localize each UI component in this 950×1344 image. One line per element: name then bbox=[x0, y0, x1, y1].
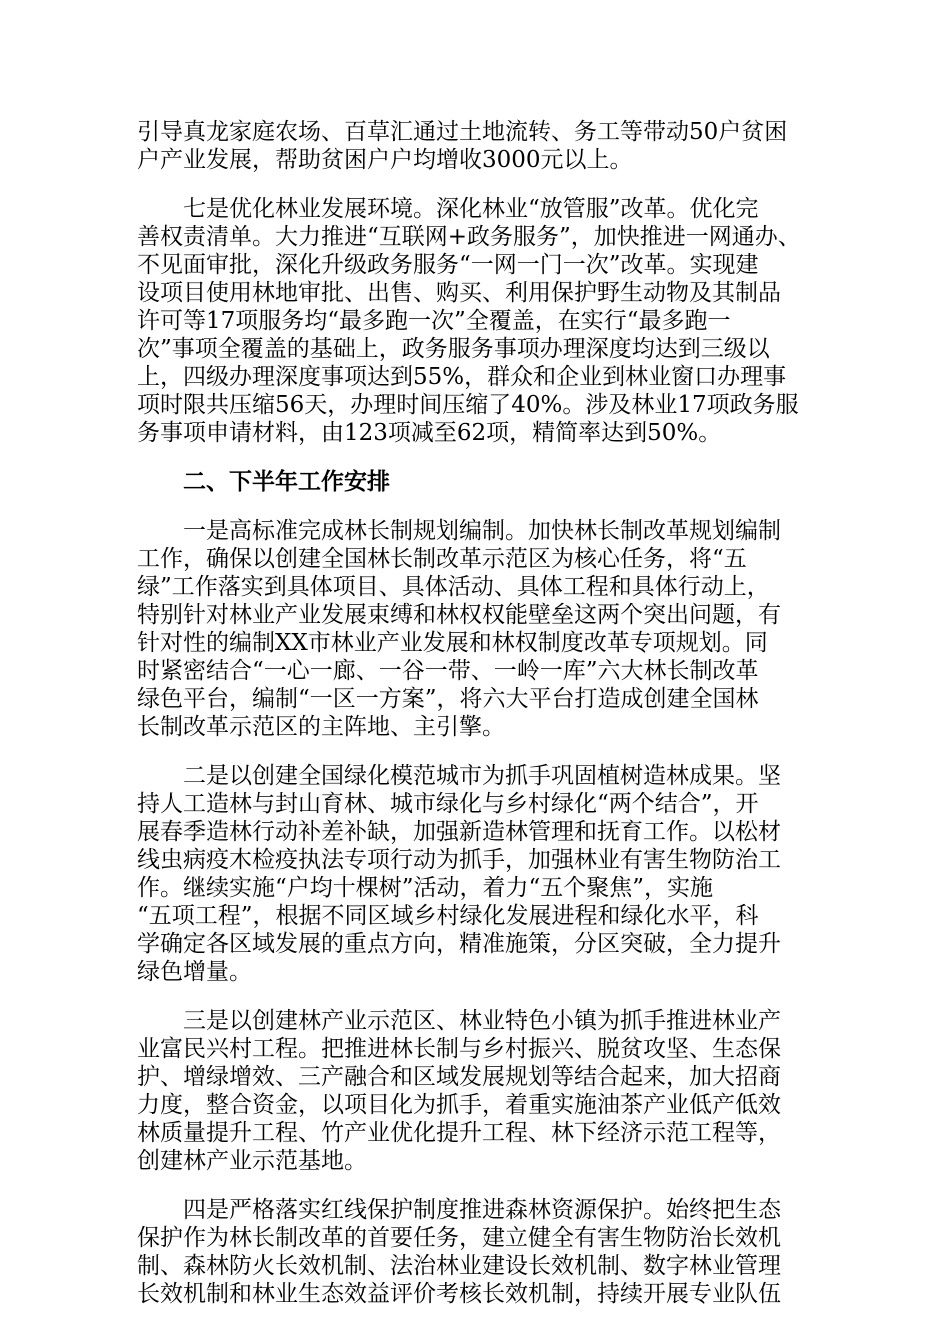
text-line: 务事项申请材料，由123项减至62项，精简率达到50%。 bbox=[137, 420, 722, 446]
text-line: 保护作为林长制改革的首要任务，建立健全有害生物防治长效机 bbox=[137, 1225, 781, 1251]
text-line: 展春季造林行动补差补缺，加强新造林管理和抚育工作。以松材 bbox=[137, 819, 781, 845]
paragraph-three bbox=[137, 1007, 823, 1175]
text-line: 次”事项全覆盖的基础上，政务服务事项办理深度均达到三级以 bbox=[137, 336, 770, 362]
text-line: 针对性的编制XX市林业产业发展和林权制度改革专项规划。同 bbox=[137, 630, 768, 656]
text-line: 特别针对林业产业发展束缚和林权权能壁垒这两个突出问题，有 bbox=[137, 602, 781, 628]
text-line: 持人工造林与封山育林、城市绿化与乡村绿化“两个结合”，开 bbox=[137, 791, 759, 817]
document-body bbox=[137, 118, 823, 1329]
text-line: 七是优化林业发展环境。深化林业“放管服”改革。优化完 bbox=[183, 196, 759, 222]
text-line: 设项目使用林地审批、出售、购买、利用保护野生动物及其制品 bbox=[137, 280, 781, 306]
text-line: 四是严格落实红线保护制度推进森林资源保护。始终把生态 bbox=[183, 1197, 781, 1223]
text-line: 许可等17项服务均“最多跑一次”全覆盖，在实行“最多跑一 bbox=[137, 308, 731, 334]
text-line: 学确定各区域发展的重点方向，精准施策，分区突破，全力提升 bbox=[137, 931, 781, 957]
text-line: 长制改革示范区的主阵地、主引擎。 bbox=[137, 714, 505, 740]
text-line: 时紧密结合“一心一廊、一谷一带、一岭一库”六大林长制改革 bbox=[137, 658, 759, 684]
text-line: 制、森林防火长效机制、法治林业建设长效机制、数字林业管理 bbox=[137, 1253, 781, 1279]
text-line: “五项工程”，根据不同区域乡村绿化发展进程和绿化水平，科 bbox=[137, 903, 759, 929]
text-line: 护、增绿增效、三产融合和区域发展规划等结合起来，加大招商 bbox=[137, 1064, 781, 1090]
section-heading: 二、下半年工作安排 bbox=[183, 469, 390, 495]
paragraph-two bbox=[137, 762, 823, 986]
text-line: 绿色增量。 bbox=[137, 959, 252, 985]
paragraph-continued bbox=[137, 118, 823, 174]
text-line: 善权责清单。大力推进“互联网+政务服务”，加快推进一网通办、 bbox=[137, 224, 801, 250]
text-line: 引导真龙家庭农场、百草汇通过土地流转、务工等带动50户贫困 bbox=[137, 119, 788, 145]
text-line: 不见面审批，深化升级政务服务“一网一门一次”改革。实现建 bbox=[137, 252, 759, 278]
text-line: 创建林产业示范基地。 bbox=[137, 1148, 367, 1174]
text-line: 三是以创建林产业示范区、林业特色小镇为抓手推进林业产 bbox=[183, 1008, 781, 1034]
text-line: 业富民兴村工程。把推进林长制与乡村振兴、脱贫攻坚、生态保 bbox=[137, 1036, 781, 1062]
text-line: 上，四级办理深度事项达到55%，群众和企业到林业窗口办理事 bbox=[137, 364, 787, 390]
text-line: 作。继续实施“户均十棵树”活动，着力“五个聚焦”，实施 bbox=[137, 875, 714, 901]
text-line: 项时限共压缩56天，办理时间压缩了40%。涉及林业17项政务服 bbox=[137, 392, 799, 418]
text-line: 工作，确保以创建全国林长制改革示范区为核心任务，将“五 bbox=[137, 546, 747, 572]
text-line: 一是高标准完成林长制规划编制。加快林长制改革规划编制 bbox=[183, 518, 781, 544]
paragraph-one bbox=[137, 517, 823, 741]
text-line: 绿”工作落实到具体项目、具体活动、具体工程和具体行动上， bbox=[137, 574, 770, 600]
paragraph-four bbox=[137, 1196, 823, 1308]
paragraph-seven bbox=[137, 195, 823, 447]
text-line: 线虫病疫木检疫执法专项行动为抓手，加强林业有害生物防治工 bbox=[137, 847, 781, 873]
text-line: 长效机制和林业生态效益评价考核长效机制，持续开展专业队伍 bbox=[137, 1281, 781, 1307]
text-line: 绿色平台，编制“一区一方案”，将六大平台打造成创建全国林 bbox=[137, 686, 759, 712]
text-line: 户产业发展，帮助贫困户户均增收3000元以上。 bbox=[137, 147, 633, 173]
text-line: 林质量提升工程、竹产业优化提升工程、林下经济示范工程等， bbox=[137, 1120, 781, 1146]
text-line: 力度，整合资金，以项目化为抓手，着重实施油茶产业低产低效 bbox=[137, 1092, 781, 1118]
text-line: 二是以创建全国绿化模范城市为抓手巩固植树造林成果。坚 bbox=[183, 763, 781, 789]
